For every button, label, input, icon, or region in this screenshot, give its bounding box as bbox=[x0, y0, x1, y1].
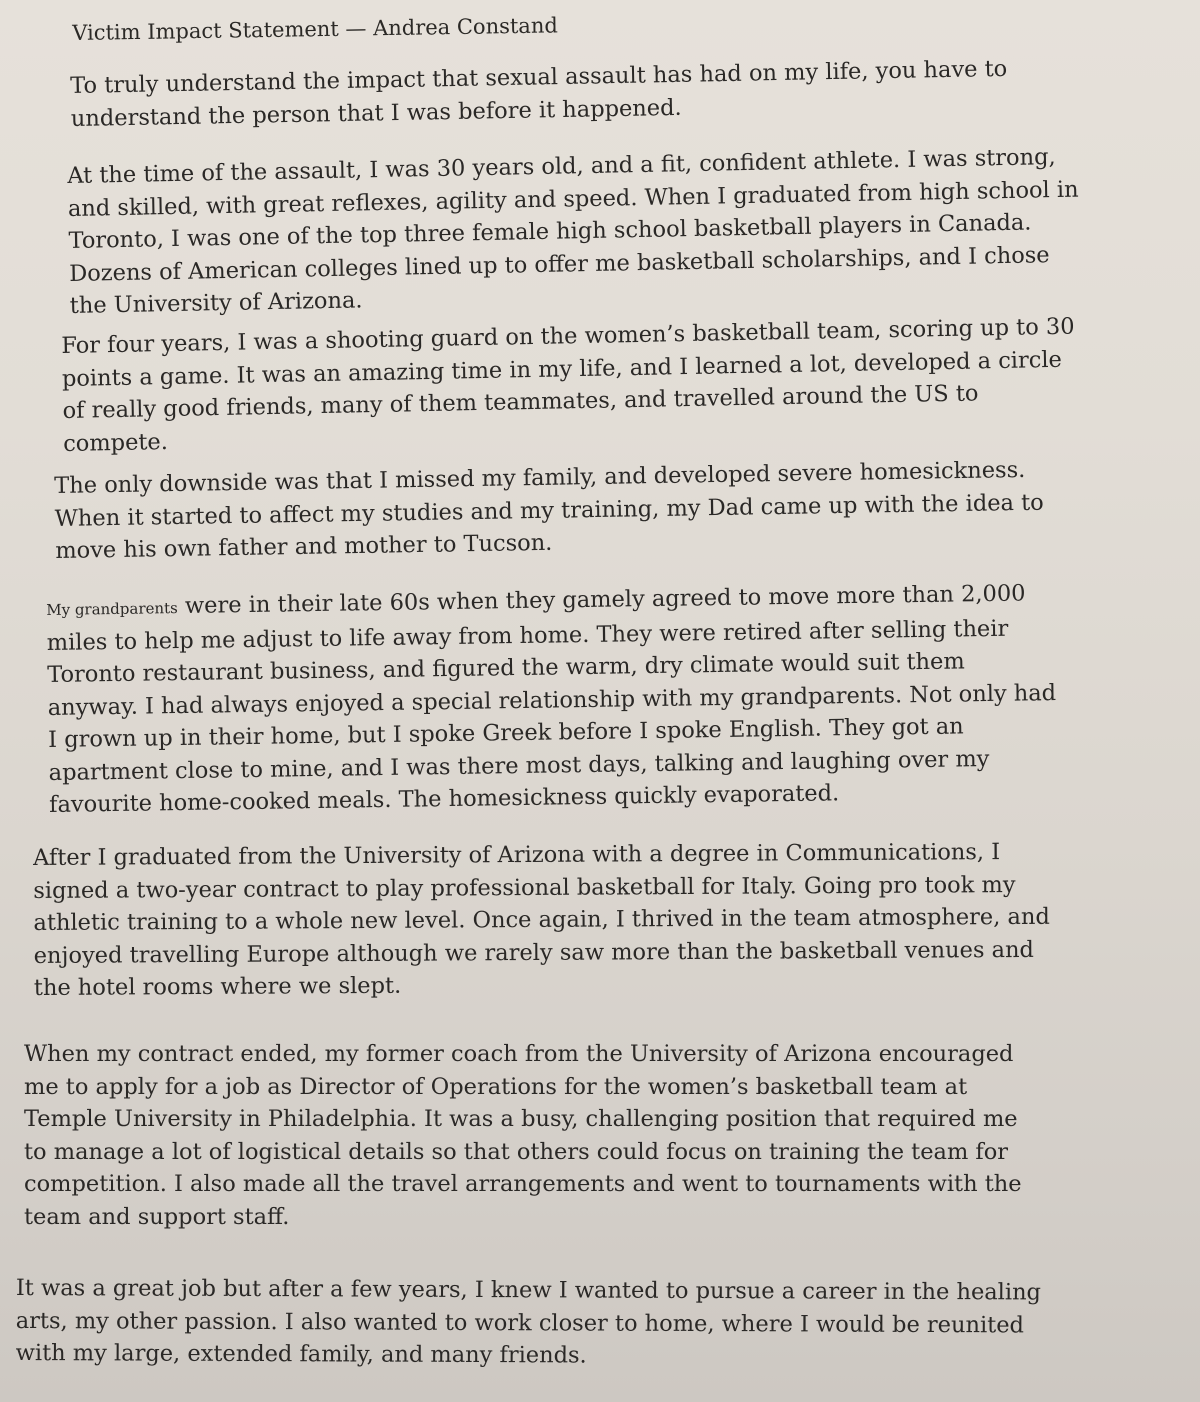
paragraph-line: of really good friends, many of them teammates, and travelled around the US to bbox=[62, 380, 979, 424]
paragraph-athlete bbox=[67, 141, 1081, 323]
paragraph-line: When my contract ended, my former coach from the University of Arizona encouraged bbox=[24, 1041, 1014, 1067]
paragraph-line: and skilled, with great reflexes, agility and speed. When I graduated from high school in bbox=[67, 176, 1079, 222]
paragraph-line: For four years, I was a shooting guard on the women’s basketball team, scoring up to 30 bbox=[61, 313, 1075, 359]
paragraph-line: Dozens of American colleges lined up to offer me basketball scholarships, and I chose bbox=[68, 241, 1050, 287]
paragraph-line: At the time of the assault, I was 30 years old, and a fit, confident athlete. I was strong, bbox=[67, 144, 1056, 189]
paragraph-line: The only downside was that I missed my family, and developed severe homesickness. bbox=[54, 456, 1026, 499]
paragraph-line: It was a great job but after a few years, I knew I wanted to pursue a career in the healing bbox=[15, 1275, 1042, 1306]
paragraph-line: favourite home-cooked meals. The homesickness quickly evaporated. bbox=[48, 780, 840, 818]
paragraph-line: When it started to affect my studies and my training, my Dad came up with the idea to bbox=[54, 489, 1044, 532]
paragraph-line: I grown up in their home, but I spoke Greek before I spoke English. They got an bbox=[48, 713, 964, 753]
paragraph-italy bbox=[33, 836, 1050, 1005]
paragraph-line: me to apply for a job as Director of Operations for the women’s basketball team at bbox=[24, 1073, 968, 1100]
paragraph-healing-arts bbox=[16, 1272, 1041, 1374]
paragraph-line: After I graduated from the University of Arizona with a degree in Communications, I bbox=[33, 839, 1001, 871]
paragraph-homesickness bbox=[54, 454, 1044, 568]
paragraph-line: enjoyed travelling Europe although we rarely saw more than the basketball venues and bbox=[33, 936, 1035, 969]
paragraph-college bbox=[61, 311, 1077, 460]
paragraph-line: the University of Arizona. bbox=[69, 287, 363, 319]
paragraph-line: to manage a lot of logistical details so that others could focus on training the team for bbox=[24, 1138, 1009, 1165]
paragraph-line: points a game. It was an amazing time in my life, and I learned a lot, developed a circle bbox=[61, 346, 1063, 392]
paragraph-line: miles to help me adjust to life away from home. They were retired after selling their bbox=[46, 615, 1009, 656]
paragraph-line: the hotel rooms where we slept. bbox=[33, 972, 402, 1001]
paragraph-line: Toronto, I was one of the top three female high school basketball players in Canada. bbox=[68, 209, 1032, 254]
paragraph-line: arts, my other passion. I also wanted to work closer to home, where I would be reunited bbox=[15, 1307, 1025, 1338]
paragraph-line: athletic training to a whole new level. Once again, I thrived in the team atmosphere, and bbox=[33, 903, 1050, 936]
document-title: Victim Impact Statement — Andrea Constand bbox=[72, 13, 559, 45]
paragraph-line: To truly understand the impact that sexual assault has had on my life, you have to bbox=[70, 55, 1008, 99]
paragraph-line: move his own father and mother to Tucson. bbox=[55, 529, 553, 564]
paragraph-line: with my large, extended family, and many friends. bbox=[15, 1339, 587, 1369]
paragraph-line: understand the person that I was before it happened. bbox=[70, 94, 682, 132]
paragraph-line: competition. I also made all the travel arrangements and went to tournaments with the bbox=[24, 1171, 1022, 1197]
paragraph-line: compete. bbox=[62, 428, 169, 457]
paragraph-line: Toronto restaurant business, and figured the warm, dry climate would suit them bbox=[47, 648, 965, 688]
paragraph-temple bbox=[24, 1038, 1022, 1233]
paragraph-line: team and support staff. bbox=[24, 1203, 290, 1230]
paragraph-grandparents bbox=[46, 577, 1058, 821]
paragraph-intro bbox=[70, 53, 1008, 135]
paragraph-line: signed a two-year contract to play professional basketball for Italy. Going pro took my bbox=[33, 871, 1016, 904]
paragraph-line-rest: were in their late 60s when they gamely agreed to move more than 2,000 bbox=[177, 580, 1026, 620]
paragraph-line: Temple University in Philadelphia. It was a busy, challenging position that required me bbox=[24, 1106, 1018, 1132]
paragraph-line: apartment close to mine, and I was there most days, talking and laughing over my bbox=[48, 745, 990, 786]
paragraph-lead-small: My grandparents bbox=[46, 599, 178, 619]
paragraph-line: anyway. I had always enjoyed a special relationship with my grandparents. Not only had bbox=[47, 679, 1057, 721]
